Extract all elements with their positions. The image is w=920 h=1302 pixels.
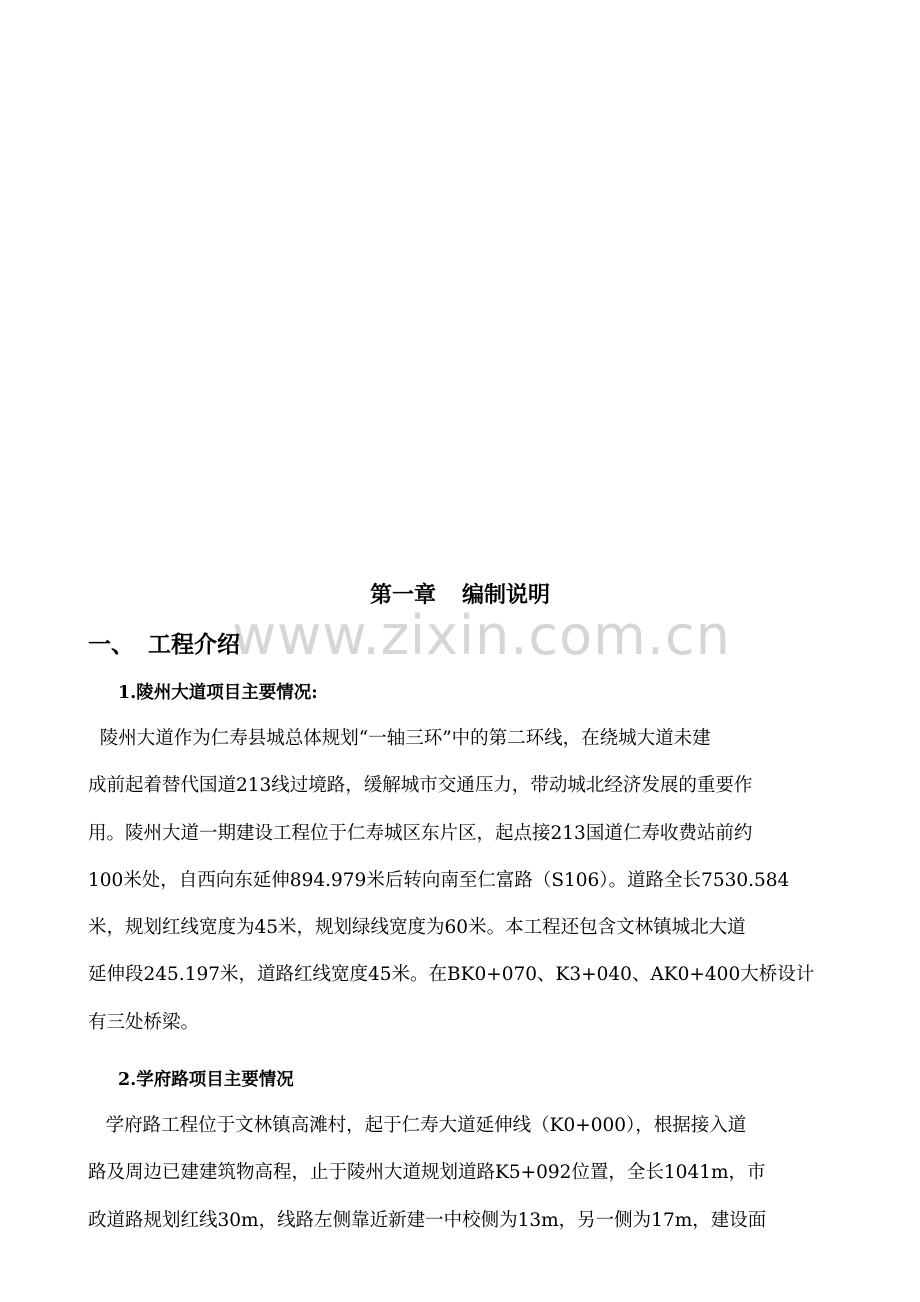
- paragraph-xuefu: [88, 1102, 832, 1244]
- section-title: [88, 626, 240, 659]
- paragraph-line: 政道路规划红线30m，线路左侧靠近新建一中校侧为13m，另一侧为17m，建设面: [88, 1209, 767, 1231]
- chapter-name: 编制说明: [462, 582, 551, 608]
- paragraph-line: 陵州大道作为仁寿县城总体规划“一轴三环”中的第二环线，在绕城大道未建: [88, 728, 711, 749]
- paragraph-line: 学府路工程位于文林镇高滩村，起于仁寿大道延伸线（K0+000），根据接入道: [88, 1115, 747, 1136]
- chapter-number: 第一章: [369, 582, 436, 608]
- paragraph-line: 用。陵州大道一期建设工程位于仁寿城区东片区，起点接213国道仁寿收费站前约: [88, 822, 753, 844]
- subsection-title-lingzhou: 1.陵州大道项目主要情况:: [118, 683, 318, 703]
- chapter-title: [0, 578, 920, 609]
- paragraph-lingzhou: [88, 715, 832, 1046]
- paragraph-line: 米，规划红线宽度为45米，规划绿线宽度为60米。本工程还包含文林镇城北大道: [88, 917, 746, 939]
- paragraph-line: 路及周边已建建筑物高程，止于陵州大道规划道路K5+092位置，全长1041m，市: [88, 1162, 766, 1184]
- paragraph-line: 成前起着替代国道213线过境路，缓解城市交通压力，带动城北经济发展的重要作: [88, 775, 753, 797]
- paragraph-line: 100米处，自西向东延伸894.979米后转向南至仁富路（S106）。道路全长7530.584: [88, 869, 790, 891]
- section-name: 工程介绍: [148, 631, 240, 658]
- paragraph-line: 有三处桥梁。: [88, 1011, 200, 1033]
- paragraph-line: 延伸段245.197米，道路红线宽度45米。在BK0+070、K3+040、AK0+400大桥设计: [88, 964, 815, 986]
- section-number: 一、: [88, 631, 134, 658]
- subsection-title-xuefu: 2.学府路项目主要情况: [118, 1070, 294, 1090]
- watermark: www.zixin.com.cn: [232, 604, 731, 667]
